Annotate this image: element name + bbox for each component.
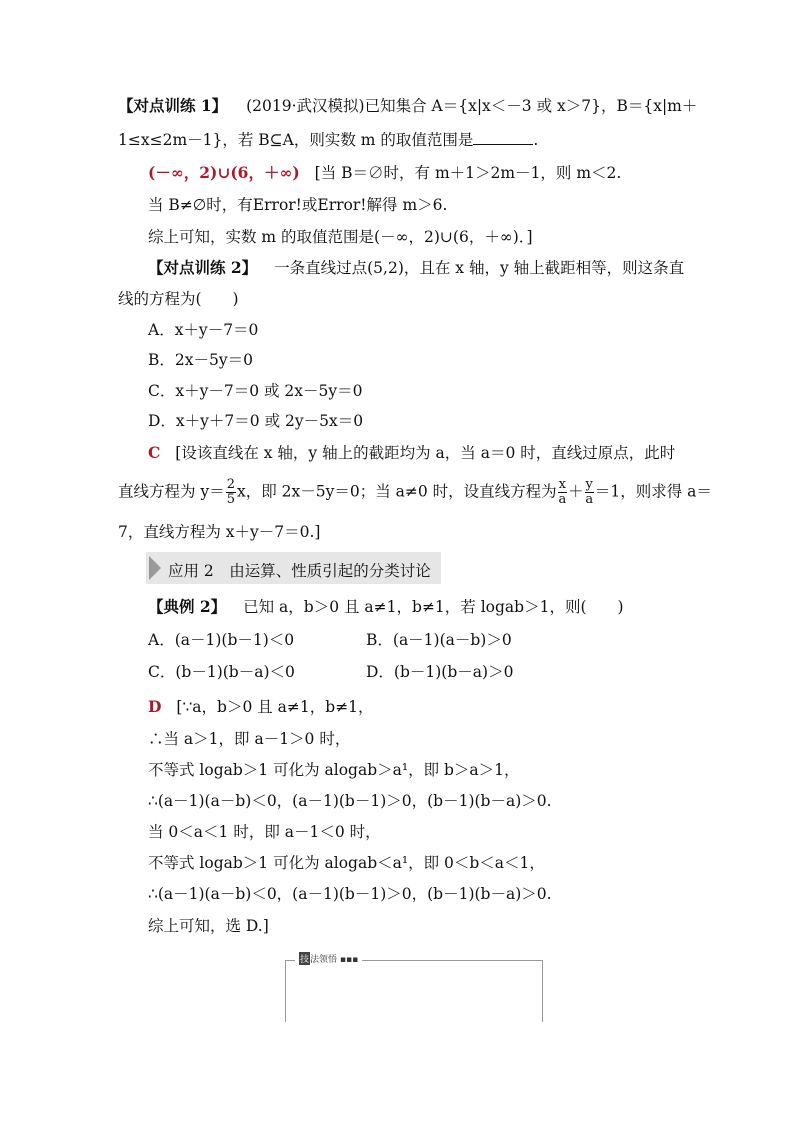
- drill2-solution-2: [118, 478, 712, 507]
- drill2-answer: C: [148, 443, 161, 462]
- example2-solution-8: 综上可知，选 D.]: [148, 917, 269, 935]
- method-insight-rest: 法领悟: [310, 955, 338, 965]
- drill2-sol2c: ＋: [568, 482, 584, 501]
- method-insight-box: [285, 952, 543, 1022]
- drill1-line2: [118, 130, 538, 150]
- drill2-solution-1: [148, 443, 675, 463]
- example2-option-a: A．(a－1)(b－1)＜0: [148, 631, 295, 649]
- drill2-option-b: B．2x－5y＝0: [148, 351, 253, 369]
- box-left-border: [285, 960, 286, 1022]
- method-insight-label: 技法领悟 ▪▪▪: [295, 952, 362, 965]
- example2-solution-1: [148, 697, 374, 717]
- box-right-border: [542, 960, 543, 1022]
- example2-solution-2: ∴当 a＞1，即 a－1＞0 时，: [148, 730, 351, 748]
- drill1-stem-1: (2019·武汉模拟)已知集合 A＝{x|x＜－3 或 x＞7}，B＝{x|m＋: [246, 97, 698, 115]
- frac3-den: a: [585, 492, 594, 507]
- example2-option-d: D．(b－1)(b－a)＞0: [366, 663, 514, 681]
- drill2-solution-3: 7，直线方程为 x＋y－7＝0.]: [118, 523, 321, 541]
- example2-answer: D: [148, 697, 162, 716]
- frac1-den: 5: [226, 492, 235, 507]
- frac3-num: y: [585, 477, 593, 492]
- example2-sol0: [∵a，b＞0 且 a≠1，b≠1，: [176, 698, 374, 716]
- frac2-num: x: [558, 477, 567, 492]
- example2-tag: 【典例 2】: [148, 597, 227, 616]
- drill2-stem-1: 一条直线过点(5,2)，且在 x 轴，y 轴上截距相等，则这条直: [274, 259, 685, 277]
- drill1-line1: [118, 96, 697, 116]
- banner-arrow-icon: [149, 556, 161, 580]
- example2-option-b: B．(a－1)(a－b)＞0: [366, 631, 512, 649]
- example2-solution-5: 当 0＜a＜1 时，即 a－1＜0 时，: [148, 823, 381, 841]
- example2-solution-3: 不等式 logab＞1 可化为 alogab＞a¹，即 b＞a＞1，: [148, 761, 520, 779]
- fraction-x-a: [558, 478, 567, 507]
- frac2-den: a: [558, 492, 567, 507]
- frac1-num: 2: [226, 477, 235, 492]
- drill2-option-d: D．x＋y＋7＝0 或 2y－5x＝0: [148, 412, 364, 430]
- drill1-stem-end: .: [533, 131, 539, 149]
- example2-solution-7: ∴(a－1)(a－b)＜0，(a－1)(b－1)＞0，(b－1)(b－a)＞0.: [148, 885, 552, 903]
- fraction-y-a: [585, 478, 594, 507]
- drill2-option-c: C．x＋y－7＝0 或 2x－5y＝0: [148, 382, 363, 400]
- drill1-tag: 【对点训练 1】: [118, 96, 228, 115]
- example2-stem: 已知 a，b＞0 且 a≠1，b≠1，若 logab＞1，则( ): [243, 598, 624, 616]
- example2-line1: [148, 597, 624, 617]
- answer-blank: [473, 130, 533, 145]
- drill2-sol2a: 直线方程为 y＝: [118, 482, 225, 501]
- drill1-solution-1: [148, 163, 621, 183]
- drill2-line1: [148, 258, 684, 278]
- drill2-sol2b: x，即 2x－5y＝0；当 a≠0 时，设直线方程为: [236, 482, 557, 501]
- application-title: 应用 2 由运算、性质引起的分类讨论: [168, 562, 431, 580]
- drill1-stem-2: 1≤x≤2m－1}，若 B⊆A，则实数 m 的取值范围是: [118, 131, 474, 149]
- example2-option-c: C．(b－1)(b－a)＜0: [148, 663, 295, 681]
- fraction-2-5: [226, 478, 236, 507]
- drill2-sol2d: ＝1，则求得 a＝: [594, 482, 712, 501]
- drill2-tag: 【对点训练 2】: [148, 258, 258, 277]
- method-insight-first-char: 技: [299, 952, 310, 965]
- drill2-option-a: A．x＋y－7＝0: [148, 321, 259, 339]
- drill2-line2: 线的方程为( ): [118, 290, 239, 308]
- drill1-solution-2: 当 B≠∅时，有Error!或Error!解得 m＞6.: [148, 196, 448, 214]
- drill2-sol1: [设该直线在 x 轴，y 轴上的截距均为 a，当 a＝0 时，直线过原点，此时: [175, 444, 676, 462]
- drill1-answer: (－∞，2)∪(6，＋∞): [148, 163, 300, 182]
- drill1-solution-3: 综上可知，实数 m 的取值范围是(－∞，2)∪(6，＋∞)．]: [148, 228, 533, 246]
- example2-solution-6: 不等式 logab＞1 可化为 alogab＜a¹，即 0＜b＜a＜1，: [148, 854, 545, 872]
- drill1-sol1: [当 B＝∅时，有 m＋1＞2m－1，则 m＜2.: [314, 164, 622, 182]
- example2-solution-4: ∴(a－1)(a－b)＜0，(a－1)(b－1)＞0，(b－1)(b－a)＞0.: [148, 792, 552, 810]
